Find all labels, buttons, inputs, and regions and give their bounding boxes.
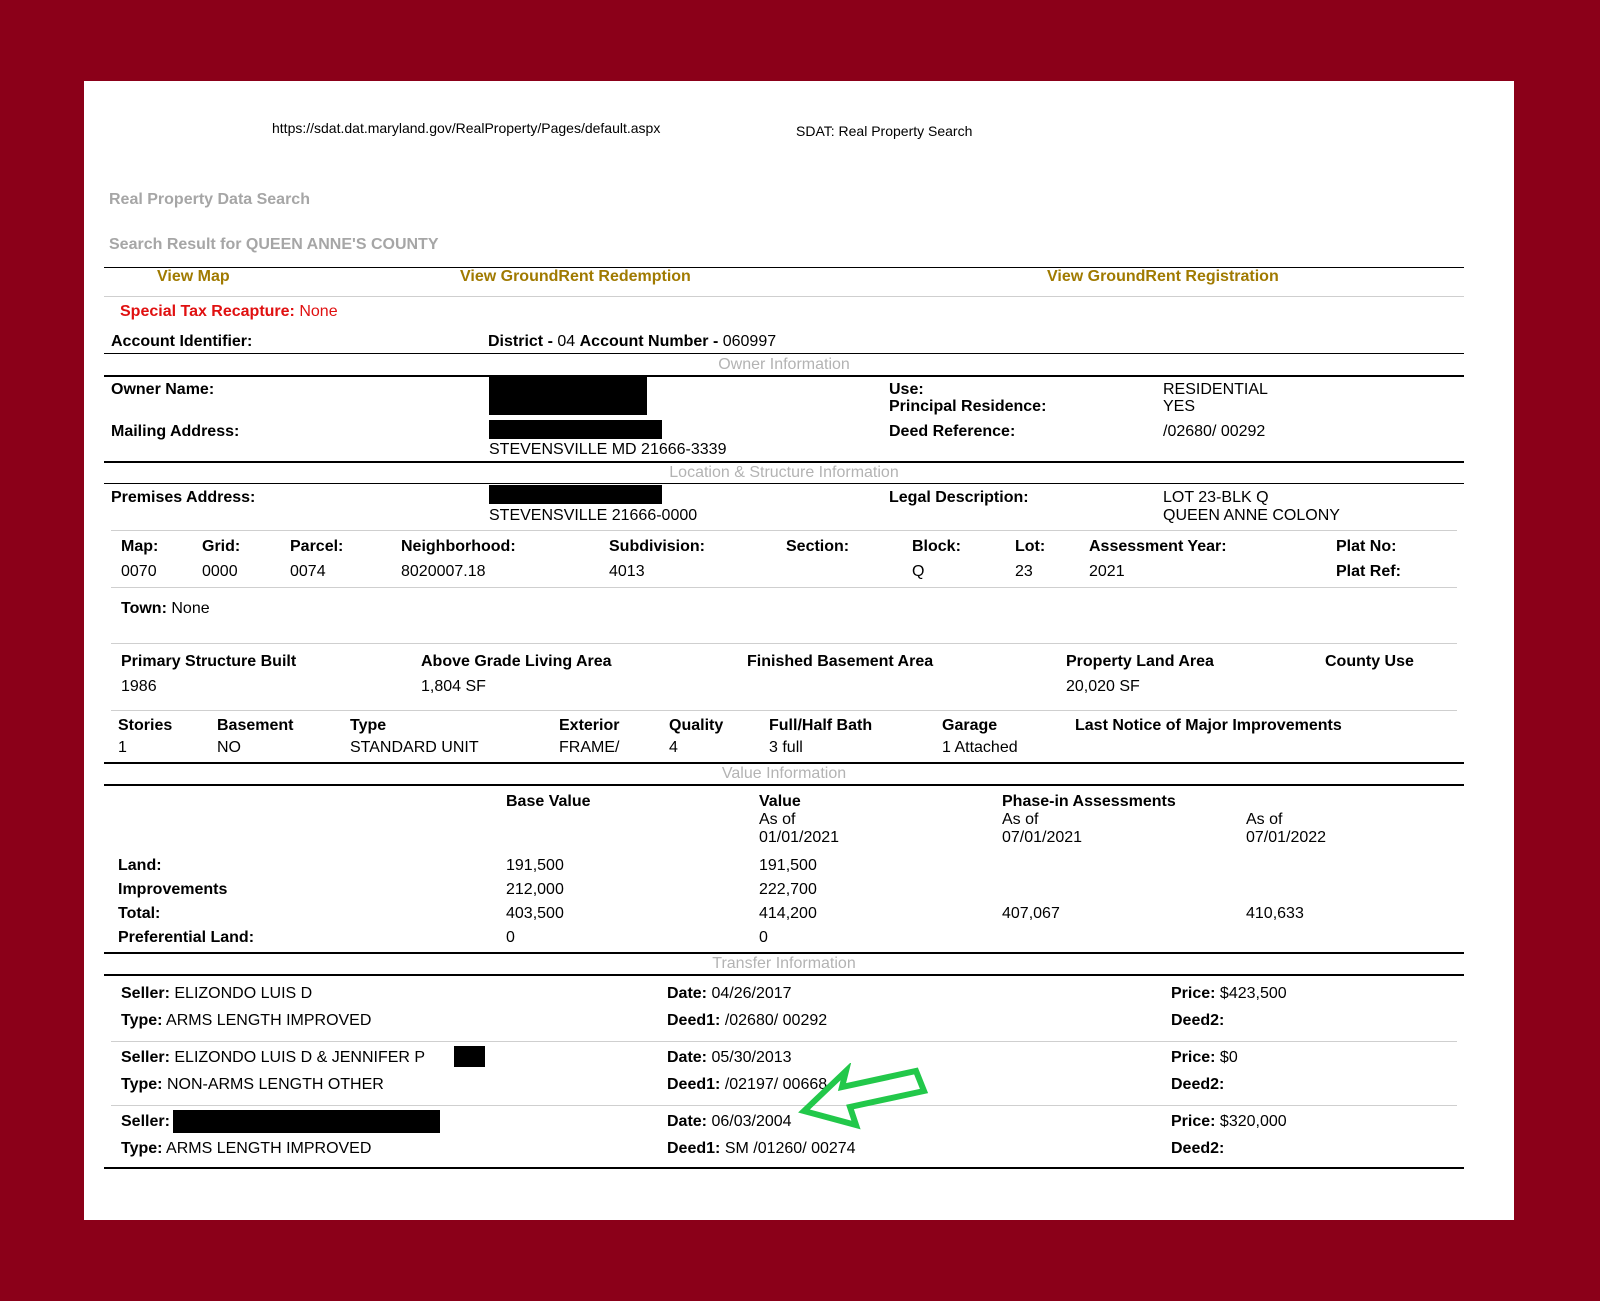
land-area-label: Property Land Area	[1066, 653, 1214, 670]
transfer-3-date	[667, 1113, 792, 1131]
date-value: 05/30/2013	[711, 1049, 792, 1066]
phase2-asof: As of	[1246, 811, 1283, 828]
view-groundrent-redemption-link[interactable]: View GroundRent Redemption	[460, 268, 691, 285]
divider	[111, 530, 1457, 531]
value-header: Value	[759, 793, 801, 810]
price-value: $320,000	[1219, 1113, 1287, 1130]
type-label: Type:	[121, 1140, 163, 1157]
divider	[104, 483, 1464, 484]
legal-description-line1: LOT 23-BLK Q	[1163, 489, 1269, 506]
town-value: None	[171, 600, 210, 617]
phase2-date: 07/01/2022	[1246, 829, 1327, 846]
land-label: Land:	[118, 857, 162, 874]
date-value: 06/03/2004	[711, 1113, 792, 1130]
transfer-2-date	[667, 1049, 792, 1067]
transfer-section-header: Transfer Information	[712, 955, 856, 972]
parcel-label: Parcel:	[290, 538, 344, 555]
total-phase2: 410,633	[1246, 905, 1304, 922]
transfer-3-price	[1171, 1113, 1287, 1131]
value-asof: As of	[759, 811, 796, 828]
total-value: 414,200	[759, 905, 817, 922]
deed2-label: Deed2:	[1171, 1012, 1225, 1029]
premises-city: STEVENSVILLE 21666-0000	[489, 507, 698, 524]
total-label: Total:	[118, 905, 161, 922]
divider	[111, 643, 1457, 644]
district-label: District -	[488, 333, 553, 350]
preferential-land-value: 0	[759, 929, 768, 946]
account-number-value: 060997	[722, 333, 777, 350]
improvements-value: 222,700	[759, 881, 817, 898]
divider	[111, 587, 1457, 588]
plat-no-label: Plat No:	[1336, 538, 1397, 555]
account-identifier-value	[488, 333, 776, 351]
grid-value: 0000	[202, 563, 238, 580]
transfer-3-seller	[121, 1113, 170, 1131]
grid-label: Grid:	[202, 538, 241, 555]
finished-basement-label: Finished Basement Area	[747, 653, 934, 670]
divider	[104, 952, 1464, 954]
transfer-2-seller	[121, 1049, 425, 1067]
transfer-3-deed2	[1171, 1140, 1224, 1158]
seller-label: Seller:	[121, 1049, 170, 1066]
principal-residence-value: YES	[1163, 398, 1196, 415]
divider	[111, 1041, 1457, 1042]
redacted-mailing-address	[489, 420, 662, 439]
divider	[104, 1167, 1464, 1169]
divider	[104, 461, 1464, 463]
transfer-1-deed2	[1171, 1012, 1224, 1030]
price-label: Price:	[1171, 1049, 1216, 1066]
divider	[104, 296, 1464, 297]
land-base: 191,500	[506, 857, 564, 874]
principal-residence-label: Principal Residence:	[889, 398, 1047, 415]
premises-address-label: Premises Address:	[111, 489, 256, 506]
deed2-label: Deed2:	[1171, 1076, 1225, 1093]
bath-value: 3 full	[769, 739, 803, 756]
primary-structure-built-value: 1986	[121, 678, 157, 695]
transfer-3-deed1	[667, 1140, 856, 1158]
view-map-link[interactable]: View Map	[157, 268, 230, 285]
divider	[104, 784, 1464, 786]
preferential-land-base: 0	[506, 929, 515, 946]
date-value: 04/26/2017	[711, 985, 792, 1002]
transfer-3-type	[121, 1140, 371, 1158]
stories-value: 1	[118, 739, 127, 756]
phase1-date: 07/01/2021	[1002, 829, 1083, 846]
mailing-address-label: Mailing Address:	[111, 423, 240, 440]
seller-label: Seller:	[121, 985, 170, 1002]
deed1-label: Deed1:	[667, 1076, 721, 1093]
district-value: 04	[557, 333, 576, 350]
quality-value: 4	[669, 739, 678, 756]
assessment-year-value: 2021	[1089, 563, 1125, 580]
living-area-value: 1,804 SF	[421, 678, 486, 695]
neighborhood-value: 8020007.18	[401, 563, 486, 580]
special-tax-label: Special Tax Recapture:	[120, 303, 295, 320]
town-label: Town:	[121, 600, 167, 617]
lot-value: 23	[1015, 563, 1033, 580]
deed1-value: /02197/ 00668	[724, 1076, 828, 1093]
stories-label: Stories	[118, 717, 173, 734]
document-page	[84, 81, 1514, 1220]
owner-section-header: Owner Information	[718, 356, 850, 373]
transfer-2-type	[121, 1076, 384, 1094]
phase1-asof: As of	[1002, 811, 1039, 828]
type-label: Type:	[121, 1076, 163, 1093]
bath-label: Full/Half Bath	[769, 717, 873, 734]
lot-label: Lot:	[1015, 538, 1046, 555]
use-value: RESIDENTIAL	[1163, 381, 1268, 398]
divider	[104, 353, 1464, 354]
improvements-base: 212,000	[506, 881, 564, 898]
base-value-header: Base Value	[506, 793, 591, 810]
account-identifier-label: Account Identifier:	[111, 333, 253, 350]
quality-label: Quality	[669, 717, 724, 734]
price-value: $423,500	[1219, 985, 1287, 1002]
special-tax-value: None	[299, 303, 338, 320]
total-base: 403,500	[506, 905, 564, 922]
seller-value: ELIZONDO LUIS D	[174, 985, 313, 1002]
price-label: Price:	[1171, 985, 1216, 1002]
type-label: Type	[350, 717, 387, 734]
seller-label: Seller:	[121, 1113, 170, 1130]
subdivision-label: Subdivision:	[609, 538, 705, 555]
subdivision-value: 4013	[609, 563, 645, 580]
transfer-1-date	[667, 985, 792, 1003]
search-result-title: Search Result for QUEEN ANNE'S COUNTY	[109, 236, 439, 253]
page-title-header: SDAT: Real Property Search	[796, 123, 973, 139]
location-section-header: Location & Structure Information	[669, 464, 899, 481]
transfer-2-deed2	[1171, 1076, 1224, 1094]
section-label: Section:	[786, 538, 850, 555]
preferential-land-label: Preferential Land:	[118, 929, 255, 946]
account-number-label: Account Number -	[579, 333, 719, 350]
deed1-value: /02680/ 00292	[724, 1012, 828, 1029]
deed-reference-label: Deed Reference:	[889, 423, 1016, 440]
exterior-label: Exterior	[559, 717, 620, 734]
map-value: 0070	[121, 563, 157, 580]
redacted-seller-name	[173, 1110, 440, 1133]
redacted-owner-name	[489, 375, 647, 415]
deed1-label: Deed1:	[667, 1140, 721, 1157]
data-search-title: Real Property Data Search	[109, 191, 310, 208]
transfer-2-price	[1171, 1049, 1238, 1067]
divider	[104, 375, 1464, 377]
redacted-premises-address	[489, 485, 662, 504]
basement-label: Basement	[217, 717, 294, 734]
assessment-year-label: Assessment Year:	[1089, 538, 1227, 555]
green-arrow-annotation-icon	[796, 1063, 934, 1131]
price-label: Price:	[1171, 1113, 1216, 1130]
type-label: Type:	[121, 1012, 163, 1029]
neighborhood-label: Neighborhood:	[401, 538, 516, 555]
page-url: https://sdat.dat.maryland.gov/RealProperty/Pages/default.aspx	[272, 120, 661, 136]
view-groundrent-registration-link[interactable]: View GroundRent Registration	[1047, 268, 1279, 285]
deed1-value: SM /01260/ 00274	[724, 1140, 856, 1157]
special-tax-recapture	[120, 303, 338, 321]
type-value: ARMS LENGTH IMPROVED	[166, 1140, 372, 1157]
improvements-label: Improvements	[118, 881, 228, 898]
divider	[111, 1105, 1457, 1106]
block-label: Block:	[912, 538, 961, 555]
garage-label: Garage	[942, 717, 998, 734]
major-improvements-label: Last Notice of Major Improvements	[1075, 717, 1342, 734]
type-value: ARMS LENGTH IMPROVED	[166, 1012, 372, 1029]
deed2-label: Deed2:	[1171, 1140, 1225, 1157]
value-section-header: Value Information	[721, 765, 847, 782]
seller-value: ELIZONDO LUIS D & JENNIFER P	[174, 1049, 426, 1066]
county-use-label: County Use	[1325, 653, 1414, 670]
basement-value: NO	[217, 739, 241, 756]
map-label: Map:	[121, 538, 159, 555]
value-date: 01/01/2021	[759, 829, 840, 846]
transfer-1-type	[121, 1012, 371, 1030]
divider	[104, 762, 1464, 764]
type-value: STANDARD UNIT	[350, 739, 479, 756]
divider	[104, 974, 1464, 976]
exterior-value: FRAME/	[559, 739, 620, 756]
deed1-label: Deed1:	[667, 1012, 721, 1029]
date-label: Date:	[667, 1049, 708, 1066]
block-value: Q	[912, 563, 925, 580]
deed-reference-value: /02680/ 00292	[1163, 423, 1266, 440]
town	[121, 600, 210, 618]
price-value: $0	[1219, 1049, 1238, 1066]
date-label: Date:	[667, 985, 708, 1002]
type-value: NON-ARMS LENGTH OTHER	[166, 1076, 384, 1093]
living-area-label: Above Grade Living Area	[421, 653, 612, 670]
plat-ref-label: Plat Ref:	[1336, 563, 1401, 580]
transfer-1-seller	[121, 985, 312, 1003]
parcel-value: 0074	[290, 563, 326, 580]
mailing-city: STEVENSVILLE MD 21666-3339	[489, 441, 727, 458]
date-label: Date:	[667, 1113, 708, 1130]
redacted-seller-fragment	[454, 1046, 485, 1067]
transfer-1-deed1	[667, 1012, 827, 1030]
primary-structure-built-label: Primary Structure Built	[121, 653, 297, 670]
phase-in-header: Phase-in Assessments	[1002, 793, 1176, 810]
owner-name-label: Owner Name:	[111, 381, 215, 398]
total-phase1: 407,067	[1002, 905, 1060, 922]
land-area-value: 20,020 SF	[1066, 678, 1140, 695]
garage-value: 1 Attached	[942, 739, 1018, 756]
use-label: Use:	[889, 381, 924, 398]
transfer-1-price	[1171, 985, 1287, 1003]
legal-description-line2: QUEEN ANNE COLONY	[1163, 507, 1340, 524]
legal-description-label: Legal Description:	[889, 489, 1029, 506]
divider	[111, 710, 1457, 711]
land-value: 191,500	[759, 857, 817, 874]
